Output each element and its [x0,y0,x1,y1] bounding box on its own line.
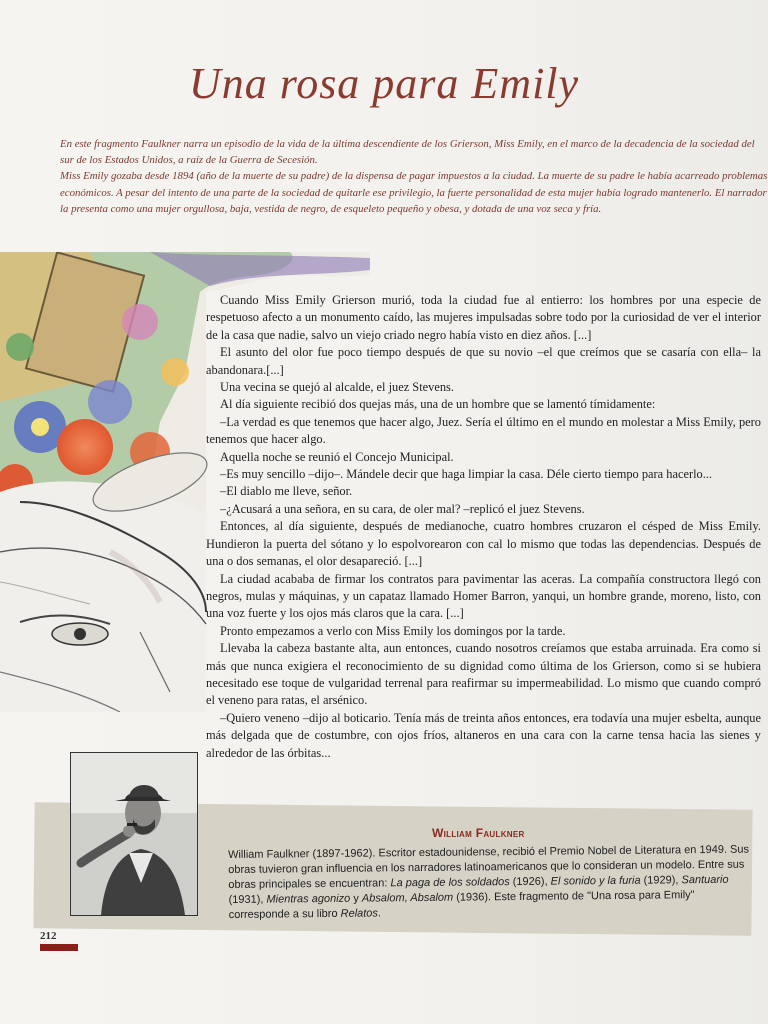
bio-work-title: El sonido y la furia [550,874,641,888]
bio-work-title: La paga de los soldados [390,876,510,890]
bio-text-segment: (1936). Este fragmento de "Una rosa para Emily" corresponde a su libro [228,889,695,921]
story-excerpt [206,292,761,762]
intro-paragraph [60,136,768,217]
page-title: Una rosa para Emily [188,59,580,108]
story-paragraph: –Es muy sencillo –dijo–. Mándele decir que haga limpiar la casa. Déle cierto tiempo para hacerlo... [220,467,713,482]
story-paragraph: Al día siguiente recibió dos quejas más, una de un hombre que se lamentó tímidamente: [220,397,656,412]
story-paragraph: Una vecina se quejó al alcalde, el juez Stevens. [220,380,454,395]
story-paragraph: –El diablo me lleve, señor. [220,484,353,499]
story-paragraph: –La verdad es que tenemos que hacer algo, Juez. Sería el último en el mundo en molestar a Miss Emily, pero tenemos que hacer algo. [206,414,761,447]
author-photo-svg [71,753,197,915]
bio-work-title: Absalom, Absalom [361,891,454,905]
story-paragraph: Cuando Miss Emily Grierson murió, toda la ciudad fue al entierro: los hombres por una especie de respetuoso afecto a un monumento caído, las mujeres impulsadas sobre todo por la curiosidad de ver el interior de la casa que nadie, salvo un viejo criado negro había visto en diez años. [...] [206,293,761,342]
bio-work-title: Mientras agonizo [266,892,351,906]
author-photo [70,752,198,916]
author-bio-text [228,843,753,923]
story-paragraph: –¿Acusará a una señora, en su cara, de oler mal? –replicó el juez Stevens. [220,501,585,516]
bio-text-segment: (1926), [509,875,551,889]
bio-text-segment: (1929), [640,874,682,887]
story-paragraph: –Quiero veneno –dijo al boticario. Tenía más de treinta años entonces, era todavía una mujer esbelta, aunque más delgada que de costumbre, con ojos fríos, altaneros en una cara con la carne tensa hacia las sienes y alrededor de las órbitas... [206,710,761,760]
page-number: 212 [40,930,57,942]
story-paragraph: El asunto del olor fue poco tiempo después de que su novio –el que creímos que se casaría con ella– la abandonara.[...] [206,345,761,377]
bio-work-title: Santuario [681,873,729,887]
intro-line: Miss Emily gozaba desde 1894 (año de la muerte de su padre) de la dispensa de pagar impuestos a la ciudad. La muerte de su padre le había acarreado problemas económicos. A pesar del intento de una parte de la sociedad de quitarle ese privilegio, la fuerte personalidad de esta mujer había logrado mantenerlo. El narrador la presenta como una mujer orgullosa, baja, vestida de negro, de esqueleto pequeño y obesa, y dotada de una voz seca y fría. [60,170,768,215]
bio-text-segment: . [377,907,382,920]
bio-text-segment: William Faulkner (1897-1962). Escritor estadounidense, recibió el Premio Nobel de Literatura en 1949. Sus obras tuvieron gran influencia en los narradores latinoamericanos que lo consideran un modelo. Entre sus obras principales se encuentran: [228,843,750,891]
story-paragraph: Entonces, al día siguiente, después de medianoche, cuatro hombres cruzaron el césped de Miss Emily. Hundieron la puerta del sótano y lo espolvorearon con cal lo mismo que todas las dependencias. Después de una o dos semanas, el olor desapareció. [...] [206,519,761,569]
bio-text-segment: y [350,892,362,905]
author-bio-heading: William Faulkner [432,826,525,840]
bio-text-segment: (1931), [228,893,267,906]
page-number-bar [40,944,78,951]
story-paragraph: La ciudad acababa de firmar los contratos para pavimentar las aceras. La compañía constructora llegó con negros, mulas y máquinas, y un capataz llamado Homer Barron, yanqui, un hombre grande, moreno, listo, con una voz fuerte y los ojos más claros que la cara. [...] [206,571,761,621]
story-paragraph: Pronto empezamos a verlo con Miss Emily los domingos por la tarde. [220,623,566,638]
intro-line: En este fragmento Faulkner narra un episodio de la vida de la última descendiente de los Grierson, Miss Emily, en el marco de la decadencia de la sociedad del sur de los Estados Unidos, a raíz de la Guerra de Secesión. [60,138,755,167]
story-paragraph: Aquella noche se reunió el Concejo Municipal. [220,449,454,464]
story-paragraph: Llevaba la cabeza bastante alta, aun entonces, cuando nosotros creíamos que estaba arruinada. Era como si más que nunca exigiera el reconocimiento de su dignidad como última de los Grierson, como si se hubiera necesitado ese toque de vulgaridad terrenal para reafirmar su impermeabilidad. Lo mismo que cuando compró el veneno para ratas, el arsénico. [206,641,761,708]
bio-work-title: Relatos [340,907,378,920]
